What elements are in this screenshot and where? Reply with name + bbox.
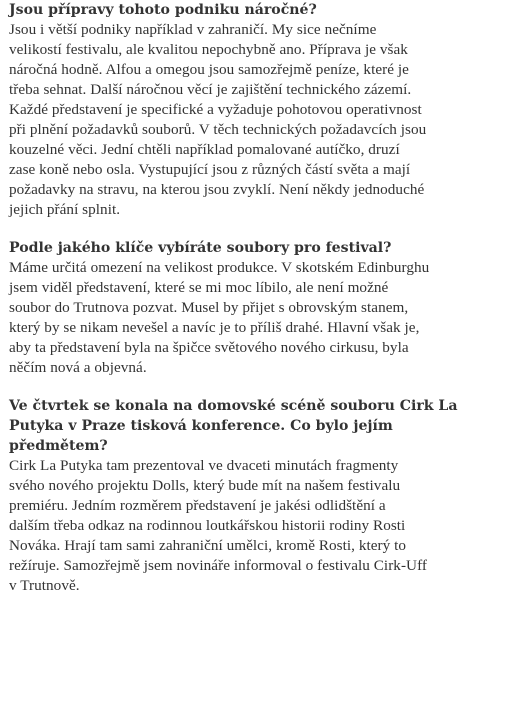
answer-paragraph <box>9 20 509 220</box>
question-line: Podle jakého klíče vybíráte soubory pro festival? <box>9 240 392 256</box>
qa-section-press-conference <box>9 396 509 596</box>
qa-section-selection <box>9 238 509 378</box>
answer-line: Nováka. Hrají tam sami zahraniční umělci, kromě Rosti, který to <box>9 537 407 554</box>
answer-line: premiéru. Jedním rozměrem představení je jakési odlidštění a <box>9 497 386 514</box>
answer-line: Každé představení je specifické a vyžaduje pohotovou operativnost <box>9 101 422 118</box>
answer-line: třeba sehnat. Další náročnou věcí je zajištění technického zázemí. <box>9 81 412 98</box>
answer-line: velikostí festivalu, ale kvalitou nepochybně ano. Příprava je však <box>9 41 408 58</box>
question-heading <box>9 0 509 20</box>
answer-line: něčím nová a objevná. <box>9 359 147 376</box>
answer-line: požadavky na stravu, na kterou jsou zvyklí. Není někdy jednoduché <box>9 181 425 198</box>
question-line: Ve čtvrtek se konala na domovské scéně souboru Cirk La <box>9 398 458 414</box>
question-heading <box>9 238 509 258</box>
answer-line: v Trutnově. <box>9 577 80 594</box>
answer-line: Jsou i větší podniky například v zahraničí. My sice nečníme <box>9 21 377 38</box>
answer-line: jsem viděl představení, které se mi moc líbilo, ale není možné <box>9 279 389 296</box>
answer-line: dalším třeba odkaz na rodinnou loutkářskou historii rodiny Rosti <box>9 517 406 534</box>
answer-line: který by se nikam nevešel a navíc je to příliš drahé. Hlavní však je, <box>9 319 420 336</box>
qa-section-preparations <box>9 0 509 220</box>
answer-line: kouzelné věci. Jední chtěli například pomalované autíčko, druzí <box>9 141 400 158</box>
question-line: Jsou přípravy tohoto podniku náročné? <box>9 2 317 18</box>
answer-line: režíruje. Samozřejmě jsem novináře informoval o festivalu Cirk-Uff <box>9 557 428 574</box>
question-line: předmětem? <box>9 438 108 454</box>
answer-line: náročná hodně. Alfou a omegou jsou samozřejmě peníze, které je <box>9 61 409 78</box>
answer-line: při plnění požadavků souborů. V těch technických požadavcích jsou <box>9 121 427 138</box>
question-heading <box>9 396 509 456</box>
answer-paragraph <box>9 456 509 596</box>
answer-line: Cirk La Putyka tam prezentoval ve dvaceti minutách fragmenty <box>9 457 399 474</box>
question-line: Putyka v Praze tisková konference. Co bylo jejím <box>9 418 393 434</box>
article-body <box>9 0 509 596</box>
answer-line: jejich přání splnit. <box>9 201 121 218</box>
answer-line: zase koně nebo osla. Vystupující jsou z různých částí světa a mají <box>9 161 411 178</box>
answer-line: svého nového projektu Dolls, který bude mít na našem festivalu <box>9 477 401 494</box>
answer-line: Máme určitá omezení na velikost produkce. V skotském Edinburghu <box>9 259 430 276</box>
answer-line: soubor do Trutnova pozvat. Musel by přijet s obrovským stanem, <box>9 299 409 316</box>
answer-line: aby ta představení byla na špičce světového nového cirkusu, byla <box>9 339 409 356</box>
answer-paragraph <box>9 258 509 378</box>
